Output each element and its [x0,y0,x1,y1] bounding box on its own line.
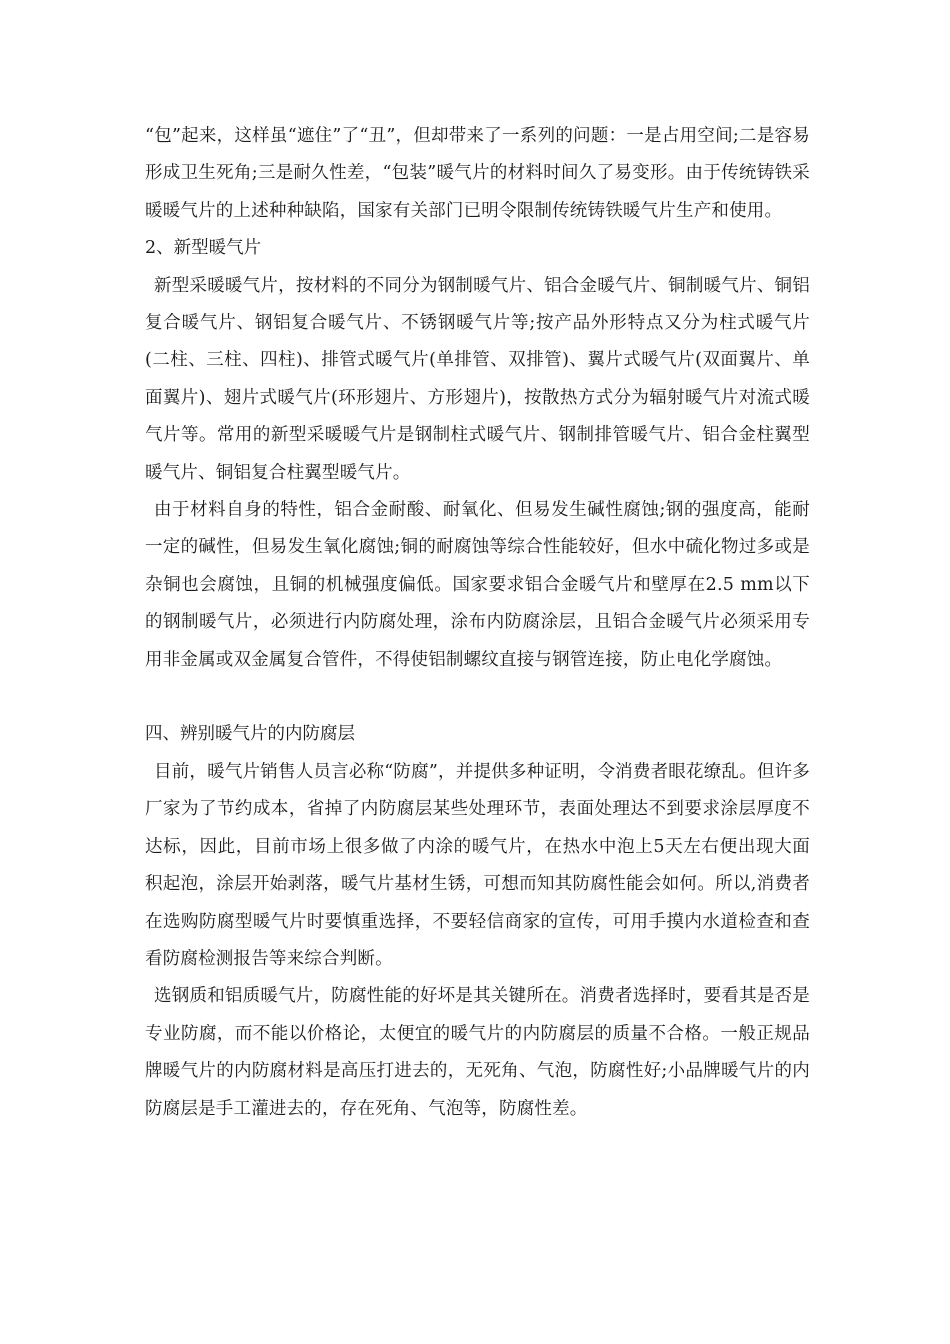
paragraph-material-properties: 由于材料自身的特性，铝合金耐酸、耐氧化、但易发生碱性腐蚀;钢的强度高，能耐一定的碱性，但易发生氧化腐蚀;铜的耐腐蚀等综合性能较好，但水中硫化物过多或是杂铜也会腐蚀，且铜的机械强度偏低。国家要求铝合金暖气片和壁厚在2.5 mm以下的钢制暖气片，必须进行内防腐处理，涂布内防腐涂层，且铝合金暖气片必须采用专用非金属或双金属复合管件，不得使铝制螺纹直接与钢管连接，防止电化学腐蚀。 [145,500,810,670]
document-body [145,118,810,1128]
section-heading-anticorrosion: 四、辨别暖气片的内防腐层 [145,724,355,745]
paragraph-packaging-issues: “包”起来，这样虽“遮住”了“丑”，但却带来了一系列的问题：一是占用空间;二是容易形成卫生死角;三是耐久性差，“包装”暖气片的材料时间久了易变形。由于传统铸铁采暖暖气片的上述种种缺陷，国家有关部门已明令限制传统铸铁暖气片生产和使用。 [145,126,810,221]
paragraph-selection-advice: 选钢质和铝质暖气片，防腐性能的好坏是其关键所在。消费者选择时，要看其是否是专业防腐，而不能以价格论，太便宜的暖气片的内防腐层的质量不合格。一般正规品牌暖气片的内防腐材料是高压打进去的，无死角、气泡，防腐性好;小品牌暖气片的内防腐层是手工灌进去的，存在死角、气泡等，防腐性差。 [145,986,810,1119]
blank-line [145,679,810,716]
paragraph-sales-claims: 目前，暖气片销售人员言必称“防腐”，并提供多种证明，令消费者眼花缭乱。但许多厂家为了节约成本，省掉了内防腐层某些处理环节，表面处理达不到要求涂层厚度不达标，因此，目前市场上很多做了内涂的暖气片，在热水中泡上5天左右便出现大面积起泡，涂层开始剥落，暖气片基材生锈，可想而知其防腐性能会如何。所以,消费者在选购防腐型暖气片时要慎重选择，不要轻信商家的宣传，可用手摸内水道检查和查看防腐检测报告等来综合判断。 [145,761,810,969]
section-heading-new-radiators: 2、新型暖气片 [145,238,262,259]
paragraph-new-radiator-types: 新型采暖暖气片，按材料的不同分为钢制暖气片、铝合金暖气片、铜制暖气片、铜铝复合暖气片、钢铝复合暖气片、不锈钢暖气片等;按产品外形特点又分为柱式暖气片(二柱、三柱、四柱)、排管式暖气片(单排管、双排管)、翼片式暖气片(双面翼片、单面翼片)、翅片式暖气片(环形翅片、方形翅片)，按散热方式分为辐射暖气片对流式暖气片等。常用的新型采暖暖气片是钢制柱式暖气片、钢制排管暖气片、铝合金柱翼型暖气片、铜铝复合柱翼型暖气片。 [145,275,810,483]
